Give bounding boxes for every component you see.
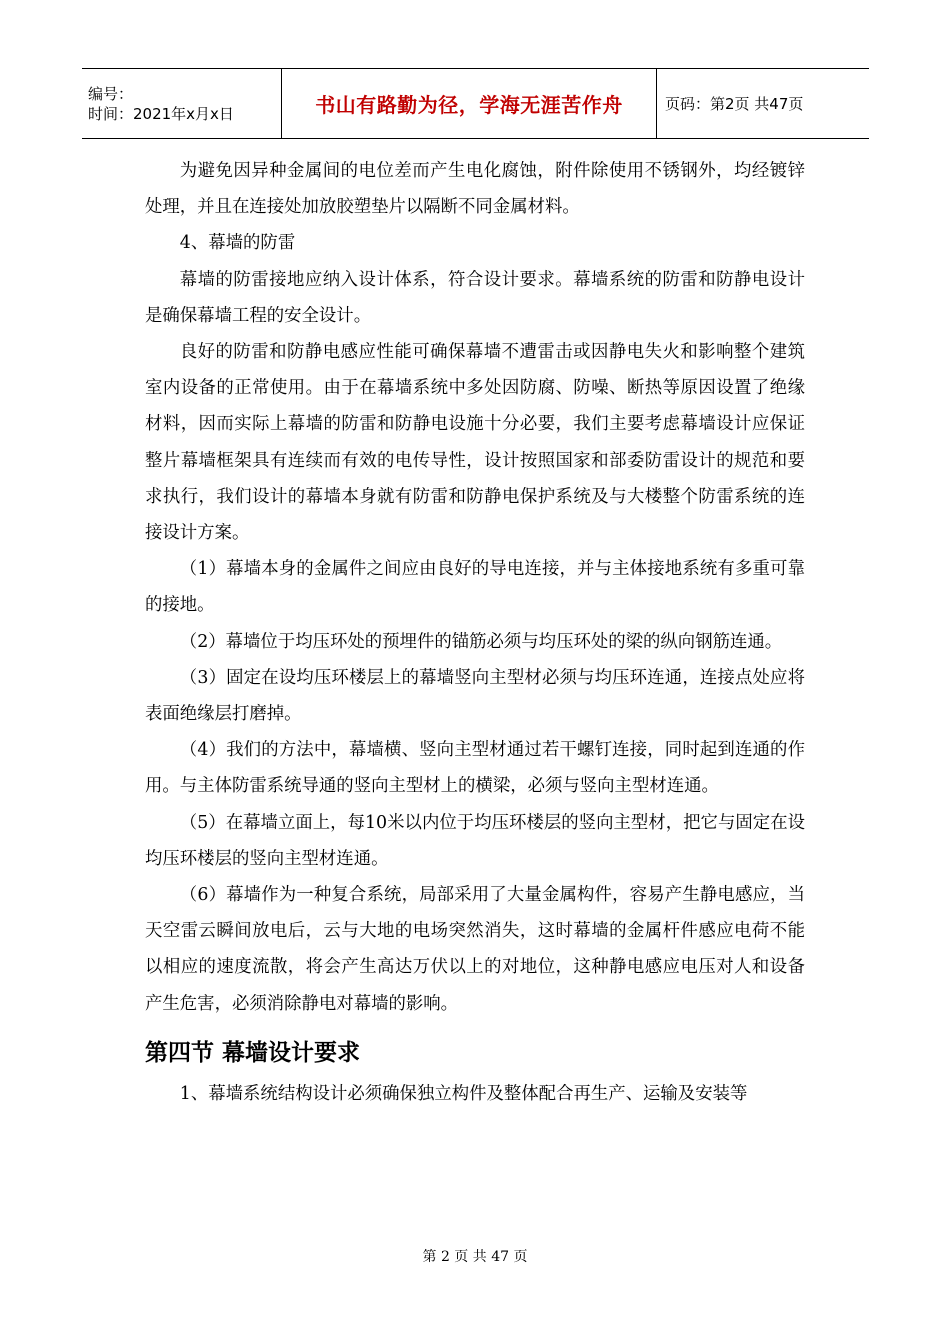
- header-motto-cell: [282, 69, 657, 138]
- subsection-title: 4、幕墙的防雷: [179, 233, 296, 254]
- header-page-number: 页码：第2页 共47页: [665, 95, 804, 113]
- document-time-label: 时间：2021年x月x日: [88, 104, 234, 123]
- section-heading: 第四节 幕墙设计要求: [145, 1039, 361, 1066]
- list-item: （5）在幕墙立面上，每10米以内位于均压环楼层的竖向主型材，把它与固定在设均压环楼层的竖向主型材连通。: [145, 812, 805, 869]
- page-header: [82, 68, 869, 139]
- paragraph: 良好的防雷和防静电感应性能可确保幕墙不遭雷击或因静电失火和影响整个建筑室内设备的正常使用。由于在幕墙系统中多处因防腐、防噪、断热等原因设置了绝缘材料，因而实际上幕墙的防雷和防静电设施十分必要，我们主要考虑幕墙设计应保证整片幕墙框架具有连续而有效的电传导性，设计按照国家和部委防雷设计的规范和要求执行，我们设计的幕墙本身就有防雷和防静电保护系统及与大楼整个防雷系统的连接设计方案。: [145, 342, 805, 544]
- list-item: （1）幕墙本身的金属件之间应由良好的导电连接，并与主体接地系统有多重可靠的接地。: [145, 559, 805, 616]
- list-item: （3）固定在设均压环楼层上的幕墙竖向主型材必须与均压环连通，连接点处应将表面绝缘层打磨掉。: [145, 667, 805, 725]
- document-number-label: 编号：: [88, 84, 134, 103]
- document-body: [145, 153, 805, 1112]
- header-meta: [82, 69, 282, 138]
- header-motto: 书山有路勤为径，学海无涯苦作舟: [315, 93, 623, 117]
- header-page-cell: [657, 69, 869, 138]
- paragraph: 幕墙的防雷接地应纳入设计体系，符合设计要求。幕墙系统的防雷和防静电设计是确保幕墙工程的安全设计。: [145, 269, 805, 326]
- paragraph: 1、幕墙系统结构设计必须确保独立构件及整体配合再生产、运输及安装等: [179, 1083, 748, 1104]
- list-item: （4）我们的方法中，幕墙横、竖向主型材通过若干螺钉连接，同时起到连通的作用。与主体防雷系统导通的竖向主型材上的横梁，必须与竖向主型材连通。: [145, 740, 805, 797]
- page-footer: 第 2 页 共 47 页: [422, 1249, 528, 1265]
- paragraph: 为避免因异种金属间的电位差而产生电化腐蚀，附件除使用不锈钢外，均经镀锌处理，并且在连接处加放胶塑垫片以隔断不同金属材料。: [145, 161, 805, 218]
- list-item: （2）幕墙位于均压环处的预埋件的锚筋必须与均压环处的梁的纵向钢筋连通。: [179, 631, 783, 652]
- list-item: （6）幕墙作为一种复合系统，局部采用了大量金属构件，容易产生静电感应，当天空雷云瞬间放电后，云与大地的电场突然消失，这时幕墙的金属杆件感应电荷不能以相应的速度流散，将会产生高达万伏以上的对地位，这种静电感应电压对人和设备产生危害，必须消除静电对幕墙的影响。: [145, 885, 805, 1014]
